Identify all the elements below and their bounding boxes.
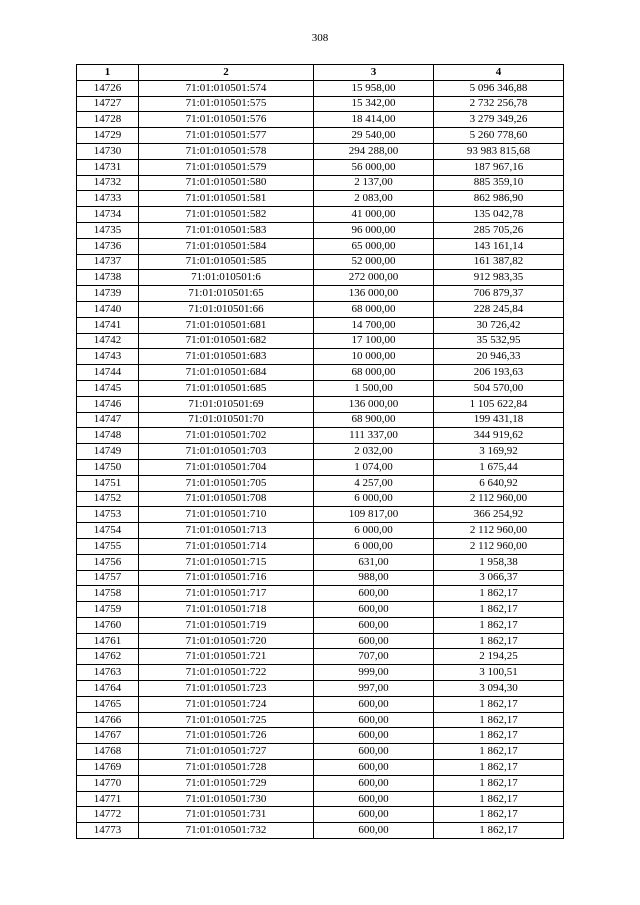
row-number-cell: 14732 — [77, 175, 139, 191]
table-row — [77, 554, 564, 570]
cadastral-number-cell: 71:01:010501:732 — [139, 823, 314, 839]
table-row — [77, 207, 564, 223]
table-row — [77, 696, 564, 712]
area-cell: 707,00 — [314, 649, 434, 665]
table-body — [77, 80, 564, 838]
table-row — [77, 791, 564, 807]
cadastral-number-cell: 71:01:010501:575 — [139, 96, 314, 112]
area-cell: 999,00 — [314, 665, 434, 681]
value-cell: 1 862,17 — [434, 823, 564, 839]
table-row — [77, 286, 564, 302]
table-row — [77, 333, 564, 349]
value-cell: 1 862,17 — [434, 728, 564, 744]
row-number-cell: 14744 — [77, 365, 139, 381]
cadastral-number-cell: 71:01:010501:65 — [139, 286, 314, 302]
row-number-cell: 14743 — [77, 349, 139, 365]
row-number-cell: 14734 — [77, 207, 139, 223]
table-row — [77, 507, 564, 523]
value-cell: 3 279 349,26 — [434, 112, 564, 128]
table-row — [77, 222, 564, 238]
area-cell: 68 000,00 — [314, 365, 434, 381]
cadastral-number-cell: 71:01:010501:681 — [139, 317, 314, 333]
cadastral-number-cell: 71:01:010501:714 — [139, 538, 314, 554]
cadastral-number-cell: 71:01:010501:583 — [139, 222, 314, 238]
table-row — [77, 760, 564, 776]
cadastral-number-cell: 71:01:010501:727 — [139, 744, 314, 760]
table-row — [77, 775, 564, 791]
row-number-cell: 14752 — [77, 491, 139, 507]
area-cell: 2 083,00 — [314, 191, 434, 207]
table-row — [77, 143, 564, 159]
area-cell: 600,00 — [314, 712, 434, 728]
row-number-cell: 14729 — [77, 128, 139, 144]
value-cell: 1 105 622,84 — [434, 396, 564, 412]
row-number-cell: 14728 — [77, 112, 139, 128]
area-cell: 65 000,00 — [314, 238, 434, 254]
table-row — [77, 175, 564, 191]
cadastral-number-cell: 71:01:010501:719 — [139, 617, 314, 633]
row-number-cell: 14726 — [77, 80, 139, 96]
cadastral-number-cell: 71:01:010501:715 — [139, 554, 314, 570]
column-header-4: 4 — [434, 65, 564, 81]
row-number-cell: 14750 — [77, 459, 139, 475]
value-cell: 143 161,14 — [434, 238, 564, 254]
value-cell: 20 946,33 — [434, 349, 564, 365]
table-row — [77, 633, 564, 649]
value-cell: 912 983,35 — [434, 270, 564, 286]
value-cell: 1 862,17 — [434, 602, 564, 618]
cadastral-number-cell: 71:01:010501:578 — [139, 143, 314, 159]
cadastral-number-cell: 71:01:010501:704 — [139, 459, 314, 475]
row-number-cell: 14747 — [77, 412, 139, 428]
table-header — [77, 65, 564, 81]
area-cell: 600,00 — [314, 807, 434, 823]
row-number-cell: 14760 — [77, 617, 139, 633]
cadastral-number-cell: 71:01:010501:70 — [139, 412, 314, 428]
cadastral-number-cell: 71:01:010501:724 — [139, 696, 314, 712]
area-cell: 136 000,00 — [314, 396, 434, 412]
value-cell: 1 862,17 — [434, 586, 564, 602]
column-header-1: 1 — [77, 65, 139, 81]
area-cell: 96 000,00 — [314, 222, 434, 238]
header-row — [77, 65, 564, 81]
row-number-cell: 14765 — [77, 696, 139, 712]
value-cell: 366 254,92 — [434, 507, 564, 523]
value-cell: 5 260 778,60 — [434, 128, 564, 144]
cadastral-number-cell: 71:01:010501:581 — [139, 191, 314, 207]
area-cell: 1 500,00 — [314, 380, 434, 396]
cadastral-number-cell: 71:01:010501:717 — [139, 586, 314, 602]
row-number-cell: 14748 — [77, 428, 139, 444]
table-row — [77, 191, 564, 207]
value-cell: 2 732 256,78 — [434, 96, 564, 112]
area-cell: 52 000,00 — [314, 254, 434, 270]
area-cell: 10 000,00 — [314, 349, 434, 365]
area-cell: 600,00 — [314, 633, 434, 649]
row-number-cell: 14742 — [77, 333, 139, 349]
table-row — [77, 602, 564, 618]
table-row — [77, 681, 564, 697]
area-cell: 4 257,00 — [314, 475, 434, 491]
table-row — [77, 728, 564, 744]
cadastral-number-cell: 71:01:010501:682 — [139, 333, 314, 349]
value-cell: 3 100,51 — [434, 665, 564, 681]
area-cell: 109 817,00 — [314, 507, 434, 523]
value-cell: 1 862,17 — [434, 791, 564, 807]
table-row — [77, 238, 564, 254]
row-number-cell: 14736 — [77, 238, 139, 254]
column-header-3: 3 — [314, 65, 434, 81]
area-cell: 17 100,00 — [314, 333, 434, 349]
area-cell: 15 342,00 — [314, 96, 434, 112]
cadastral-number-cell: 71:01:010501:580 — [139, 175, 314, 191]
table-row — [77, 159, 564, 175]
value-cell: 228 245,84 — [434, 301, 564, 317]
value-cell: 1 958,38 — [434, 554, 564, 570]
row-number-cell: 14768 — [77, 744, 139, 760]
row-number-cell: 14739 — [77, 286, 139, 302]
value-cell: 35 532,95 — [434, 333, 564, 349]
row-number-cell: 14757 — [77, 570, 139, 586]
cadastral-number-cell: 71:01:010501:731 — [139, 807, 314, 823]
row-number-cell: 14751 — [77, 475, 139, 491]
row-number-cell: 14766 — [77, 712, 139, 728]
value-cell: 285 705,26 — [434, 222, 564, 238]
cadastral-number-cell: 71:01:010501:729 — [139, 775, 314, 791]
value-cell: 885 359,10 — [434, 175, 564, 191]
area-cell: 600,00 — [314, 602, 434, 618]
value-cell: 206 193,63 — [434, 365, 564, 381]
cadastral-number-cell: 71:01:010501:722 — [139, 665, 314, 681]
area-cell: 136 000,00 — [314, 286, 434, 302]
cadastral-number-cell: 71:01:010501:574 — [139, 80, 314, 96]
cadastral-number-cell: 71:01:010501:685 — [139, 380, 314, 396]
area-cell: 600,00 — [314, 744, 434, 760]
row-number-cell: 14740 — [77, 301, 139, 317]
row-number-cell: 14738 — [77, 270, 139, 286]
area-cell: 15 958,00 — [314, 80, 434, 96]
cadastral-number-cell: 71:01:010501:683 — [139, 349, 314, 365]
table-row — [77, 823, 564, 839]
table-row — [77, 712, 564, 728]
cadastral-number-cell: 71:01:010501:718 — [139, 602, 314, 618]
value-cell: 3 169,92 — [434, 444, 564, 460]
row-number-cell: 14749 — [77, 444, 139, 460]
row-number-cell: 14771 — [77, 791, 139, 807]
table-row — [77, 317, 564, 333]
value-cell: 862 986,90 — [434, 191, 564, 207]
row-number-cell: 14764 — [77, 681, 139, 697]
cadastral-number-cell: 71:01:010501:716 — [139, 570, 314, 586]
area-cell: 600,00 — [314, 728, 434, 744]
cadastral-number-cell: 71:01:010501:584 — [139, 238, 314, 254]
cadastral-number-cell: 71:01:010501:708 — [139, 491, 314, 507]
value-cell: 1 675,44 — [434, 459, 564, 475]
row-number-cell: 14741 — [77, 317, 139, 333]
area-cell: 68 900,00 — [314, 412, 434, 428]
area-cell: 1 074,00 — [314, 459, 434, 475]
value-cell: 161 387,82 — [434, 254, 564, 270]
row-number-cell: 14731 — [77, 159, 139, 175]
area-cell: 600,00 — [314, 823, 434, 839]
cadastral-number-cell: 71:01:010501:725 — [139, 712, 314, 728]
cadastral-number-cell: 71:01:010501:579 — [139, 159, 314, 175]
row-number-cell: 14735 — [77, 222, 139, 238]
value-cell: 30 726,42 — [434, 317, 564, 333]
row-number-cell: 14769 — [77, 760, 139, 776]
area-cell: 600,00 — [314, 775, 434, 791]
row-number-cell: 14758 — [77, 586, 139, 602]
cadastral-number-cell: 71:01:010501:728 — [139, 760, 314, 776]
area-cell: 600,00 — [314, 791, 434, 807]
row-number-cell: 14754 — [77, 523, 139, 539]
area-cell: 111 337,00 — [314, 428, 434, 444]
table-row — [77, 396, 564, 412]
table-row — [77, 301, 564, 317]
row-number-cell: 14767 — [77, 728, 139, 744]
row-number-cell: 14770 — [77, 775, 139, 791]
cadastral-number-cell: 71:01:010501:69 — [139, 396, 314, 412]
cadastral-number-cell: 71:01:010501:66 — [139, 301, 314, 317]
row-number-cell: 14759 — [77, 602, 139, 618]
area-cell: 2 032,00 — [314, 444, 434, 460]
area-cell: 18 414,00 — [314, 112, 434, 128]
table-row — [77, 744, 564, 760]
table-row — [77, 665, 564, 681]
value-cell: 5 096 346,88 — [434, 80, 564, 96]
cadastral-number-cell: 71:01:010501:576 — [139, 112, 314, 128]
area-cell: 631,00 — [314, 554, 434, 570]
row-number-cell: 14761 — [77, 633, 139, 649]
cadastral-number-cell: 71:01:010501:703 — [139, 444, 314, 460]
area-cell: 29 540,00 — [314, 128, 434, 144]
area-cell: 14 700,00 — [314, 317, 434, 333]
value-cell: 2 112 960,00 — [434, 491, 564, 507]
table-row — [77, 649, 564, 665]
area-cell: 6 000,00 — [314, 491, 434, 507]
cadastral-number-cell: 71:01:010501:713 — [139, 523, 314, 539]
table-row — [77, 428, 564, 444]
value-cell: 1 862,17 — [434, 760, 564, 776]
table-row — [77, 365, 564, 381]
value-cell: 1 862,17 — [434, 712, 564, 728]
table-row — [77, 570, 564, 586]
value-cell: 2 112 960,00 — [434, 538, 564, 554]
table-row — [77, 459, 564, 475]
value-cell: 187 967,16 — [434, 159, 564, 175]
table-row — [77, 96, 564, 112]
value-cell: 1 862,17 — [434, 744, 564, 760]
value-cell: 3 094,30 — [434, 681, 564, 697]
area-cell: 272 000,00 — [314, 270, 434, 286]
cadastral-number-cell: 71:01:010501:582 — [139, 207, 314, 223]
cadastral-number-cell: 71:01:010501:702 — [139, 428, 314, 444]
table-row — [77, 523, 564, 539]
table-row — [77, 807, 564, 823]
area-cell: 2 137,00 — [314, 175, 434, 191]
table-row — [77, 475, 564, 491]
value-cell: 1 862,17 — [434, 807, 564, 823]
data-table — [76, 64, 564, 839]
cadastral-number-cell: 71:01:010501:730 — [139, 791, 314, 807]
area-cell: 600,00 — [314, 617, 434, 633]
cadastral-number-cell: 71:01:010501:723 — [139, 681, 314, 697]
value-cell: 504 570,00 — [434, 380, 564, 396]
table-row — [77, 270, 564, 286]
row-number-cell: 14773 — [77, 823, 139, 839]
area-cell: 988,00 — [314, 570, 434, 586]
value-cell: 1 862,17 — [434, 617, 564, 633]
area-cell: 56 000,00 — [314, 159, 434, 175]
row-number-cell: 14745 — [77, 380, 139, 396]
value-cell: 2 194,25 — [434, 649, 564, 665]
row-number-cell: 14756 — [77, 554, 139, 570]
area-cell: 68 000,00 — [314, 301, 434, 317]
row-number-cell: 14737 — [77, 254, 139, 270]
table-row — [77, 254, 564, 270]
row-number-cell: 14762 — [77, 649, 139, 665]
value-cell: 344 919,62 — [434, 428, 564, 444]
row-number-cell: 14733 — [77, 191, 139, 207]
row-number-cell: 14730 — [77, 143, 139, 159]
area-cell: 6 000,00 — [314, 538, 434, 554]
value-cell: 706 879,37 — [434, 286, 564, 302]
value-cell: 135 042,78 — [434, 207, 564, 223]
cadastral-number-cell: 71:01:010501:721 — [139, 649, 314, 665]
table-row — [77, 380, 564, 396]
table-row — [77, 349, 564, 365]
cadastral-number-cell: 71:01:010501:684 — [139, 365, 314, 381]
page-number: 308 — [311, 32, 329, 44]
row-number-cell: 14727 — [77, 96, 139, 112]
area-cell: 600,00 — [314, 696, 434, 712]
table-row — [77, 617, 564, 633]
cadastral-number-cell: 71:01:010501:577 — [139, 128, 314, 144]
table-row — [77, 586, 564, 602]
cadastral-number-cell: 71:01:010501:585 — [139, 254, 314, 270]
area-cell: 41 000,00 — [314, 207, 434, 223]
row-number-cell: 14746 — [77, 396, 139, 412]
value-cell: 6 640,92 — [434, 475, 564, 491]
value-cell: 3 066,37 — [434, 570, 564, 586]
cadastral-number-cell: 71:01:010501:6 — [139, 270, 314, 286]
value-cell: 1 862,17 — [434, 696, 564, 712]
cadastral-number-cell: 71:01:010501:710 — [139, 507, 314, 523]
area-cell: 6 000,00 — [314, 523, 434, 539]
value-cell: 1 862,17 — [434, 775, 564, 791]
area-cell: 294 288,00 — [314, 143, 434, 159]
column-header-2: 2 — [139, 65, 314, 81]
area-cell: 997,00 — [314, 681, 434, 697]
cadastral-number-cell: 71:01:010501:726 — [139, 728, 314, 744]
table-row — [77, 491, 564, 507]
cadastral-number-cell: 71:01:010501:705 — [139, 475, 314, 491]
value-cell: 93 983 815,68 — [434, 143, 564, 159]
table-row — [77, 444, 564, 460]
row-number-cell: 14772 — [77, 807, 139, 823]
table-row — [77, 412, 564, 428]
table-row — [77, 538, 564, 554]
value-cell: 199 431,18 — [434, 412, 564, 428]
area-cell: 600,00 — [314, 760, 434, 776]
area-cell: 600,00 — [314, 586, 434, 602]
table-row — [77, 80, 564, 96]
value-cell: 2 112 960,00 — [434, 523, 564, 539]
table-row — [77, 128, 564, 144]
value-cell: 1 862,17 — [434, 633, 564, 649]
row-number-cell: 14753 — [77, 507, 139, 523]
cadastral-number-cell: 71:01:010501:720 — [139, 633, 314, 649]
row-number-cell: 14755 — [77, 538, 139, 554]
table-row — [77, 112, 564, 128]
row-number-cell: 14763 — [77, 665, 139, 681]
